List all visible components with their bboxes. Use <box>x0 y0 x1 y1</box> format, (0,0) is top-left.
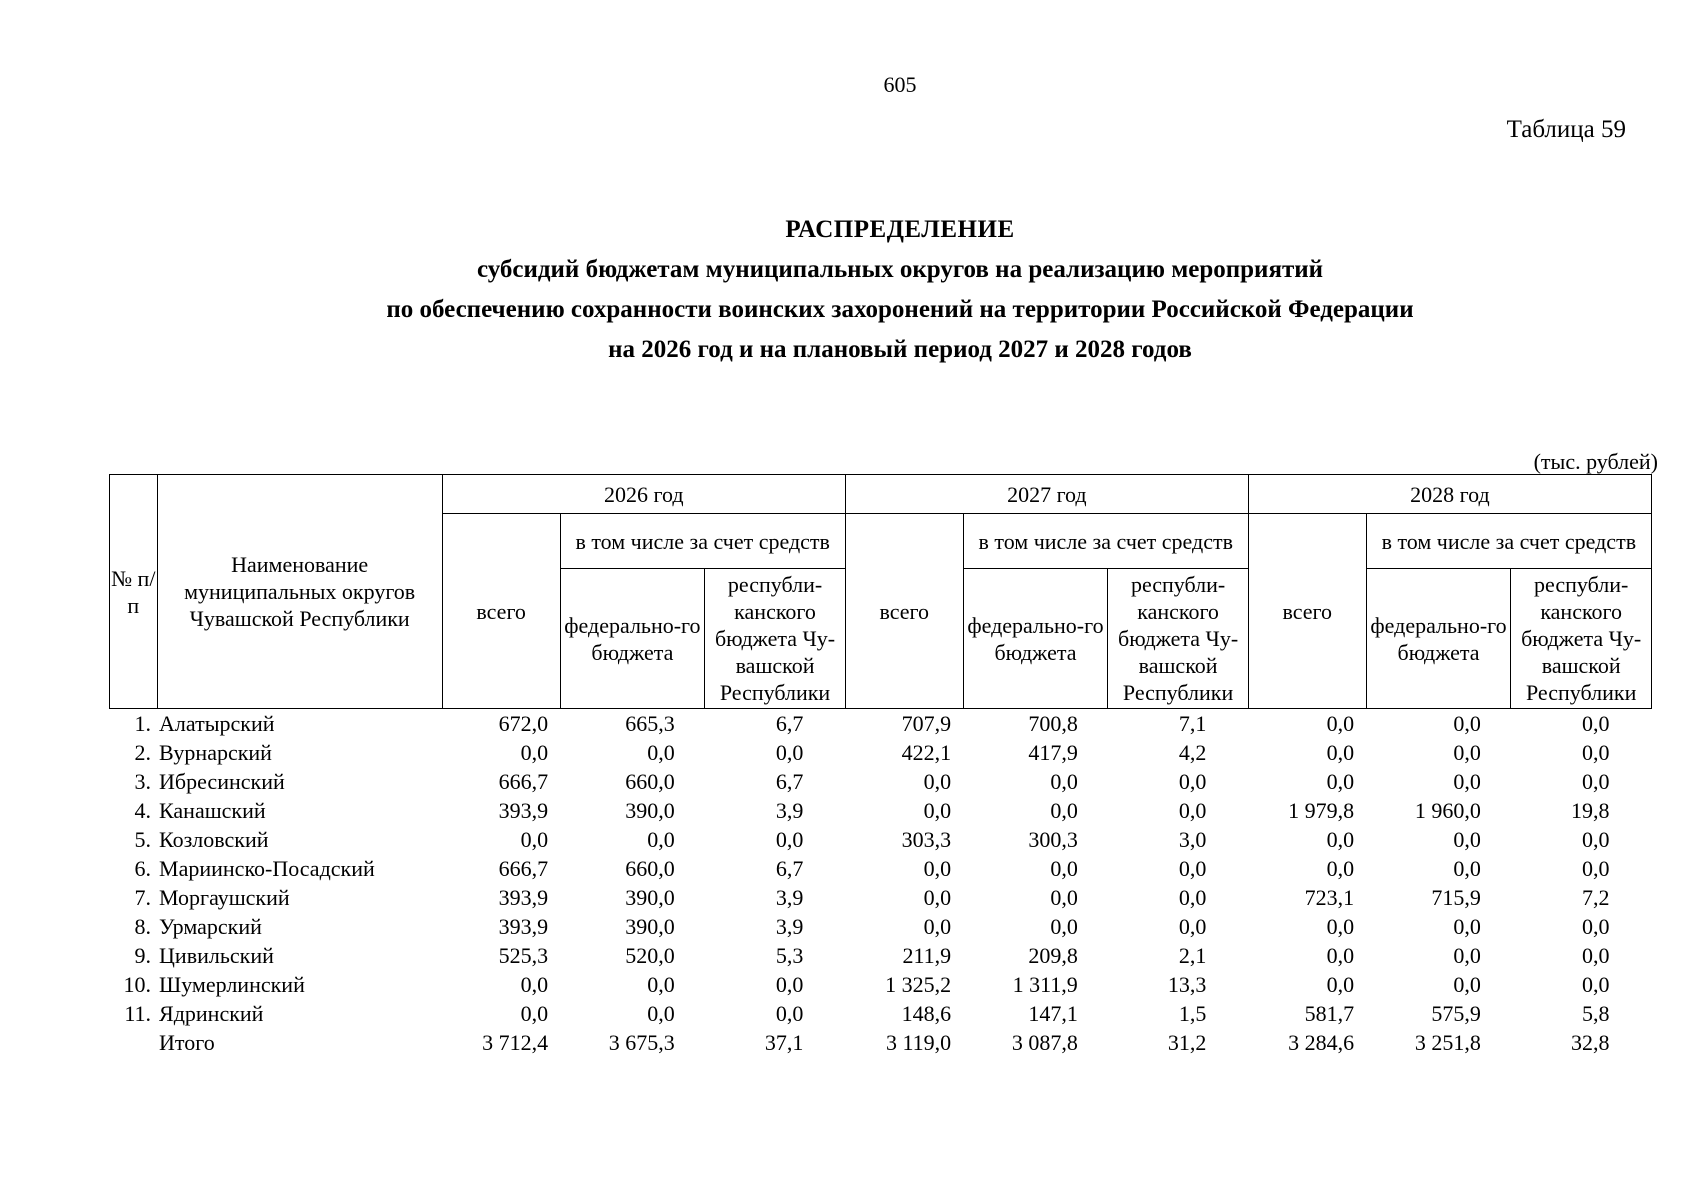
cell-tot: 393,9 <box>498 885 549 910</box>
header-federal: федерально-го бюджета <box>560 569 705 709</box>
header-year-2027: 2027 год <box>845 475 1248 514</box>
cell-tot: 393,9 <box>498 914 549 939</box>
cell-tot: 0,0 <box>1326 740 1355 765</box>
table-row <box>110 709 1652 739</box>
cell-rep: 6,7 <box>775 856 804 881</box>
cell-rep: 3,9 <box>775 885 804 910</box>
cell-tot: 581,7 <box>1304 1001 1355 1026</box>
cell-rep: 19,8 <box>1571 798 1610 823</box>
cell-fed: 0,0 <box>1453 769 1481 794</box>
district-name: Мариинско-Посадский <box>159 856 375 881</box>
row-number: 8. <box>134 914 152 939</box>
cell-rep: 0,0 <box>1582 856 1610 881</box>
cell-fed: 1 960,0 <box>1414 798 1481 823</box>
row-number: 6. <box>134 856 152 881</box>
cell-tot: 0,0 <box>923 798 952 823</box>
title-heading: РАСПРЕДЕЛЕНИЕ <box>785 216 1015 243</box>
district-name: Цивильский <box>159 943 274 968</box>
cell-tot: 707,9 <box>901 711 952 736</box>
cell-rep: 7,1 <box>1178 711 1207 736</box>
cell-fed: 660,0 <box>625 769 675 794</box>
cell-tot: 723,1 <box>1304 885 1355 910</box>
cell-tot: 0,0 <box>923 885 952 910</box>
units-note: (тыс. рублей) <box>1533 449 1658 474</box>
cell-fed: 417,9 <box>1028 740 1078 765</box>
cell-rep: 0,0 <box>1582 972 1610 997</box>
cell-tot: 0,0 <box>1326 769 1355 794</box>
page-number: 605 <box>883 72 917 97</box>
table-row <box>110 970 1652 999</box>
cell-fed: 0,0 <box>1453 827 1481 852</box>
table-header <box>110 475 1652 709</box>
cell-rep: 3,9 <box>775 914 804 939</box>
title-line-2: по обеспечению сохранности воинских захоронений на территории Российской Федерации <box>386 296 1414 323</box>
title-line-3: на 2026 год и на плановый период 2027 и 2028 годов <box>608 336 1192 363</box>
district-name: Урмарский <box>159 914 262 939</box>
cell-rep: 6,7 <box>775 711 804 736</box>
title-line-1: субсидий бюджетам муниципальных округов на реализацию мероприятий <box>476 256 1324 283</box>
cell-rep: 2,1 <box>1178 943 1207 968</box>
district-name: Козловский <box>159 827 269 852</box>
cell-fed: 390,0 <box>625 914 675 939</box>
district-name: Ибресинский <box>159 769 285 794</box>
header-including: в том числе за счет средств <box>1366 514 1651 569</box>
cell-rep: 0,0 <box>775 827 804 852</box>
header-num: № п/п <box>110 475 158 709</box>
cell-tot: 0,0 <box>1326 943 1355 968</box>
cell-tot: 0,0 <box>1326 827 1355 852</box>
district-name: Алатырский <box>159 711 275 736</box>
district-name: Моргаушский <box>159 885 290 910</box>
cell-rep: 31,2 <box>1167 1030 1207 1055</box>
cell-tot: 1 979,8 <box>1288 798 1355 823</box>
cell-fed: 3 675,3 <box>608 1030 675 1055</box>
cell-fed: 0,0 <box>1453 972 1481 997</box>
cell-fed: 0,0 <box>1050 914 1078 939</box>
cell-rep: 0,0 <box>1178 914 1207 939</box>
cell-fed: 0,0 <box>647 1001 675 1026</box>
row-number: 11. <box>124 1001 152 1026</box>
cell-rep: 0,0 <box>1178 769 1207 794</box>
cell-fed: 390,0 <box>625 798 675 823</box>
row-number: 3. <box>134 769 152 794</box>
distribution-table <box>109 474 1652 1057</box>
header-republic: республи-канского бюджета Чу-вашской Республики <box>1108 569 1249 709</box>
cell-fed: 0,0 <box>1050 856 1078 881</box>
table-row <box>110 825 1652 854</box>
cell-tot: 0,0 <box>520 740 549 765</box>
district-name: Канашский <box>159 798 266 823</box>
table-row <box>110 941 1652 970</box>
cell-fed: 0,0 <box>1050 885 1078 910</box>
cell-fed: 665,3 <box>625 711 675 736</box>
cell-fed: 715,9 <box>1431 885 1481 910</box>
cell-rep: 0,0 <box>1582 711 1610 736</box>
cell-tot: 0,0 <box>1326 914 1355 939</box>
cell-fed: 520,0 <box>625 943 675 968</box>
cell-fed: 575,9 <box>1431 1001 1481 1026</box>
cell-rep: 1,5 <box>1178 1001 1207 1026</box>
district-name: Итого <box>159 1030 215 1055</box>
table-row <box>110 796 1652 825</box>
cell-tot: 672,0 <box>498 711 549 736</box>
cell-tot: 3 284,6 <box>1288 1030 1355 1055</box>
cell-rep: 0,0 <box>1582 943 1610 968</box>
header-federal: федерально-го бюджета <box>1366 569 1511 709</box>
table-row <box>110 738 1652 767</box>
cell-rep: 5,8 <box>1582 1001 1610 1026</box>
cell-rep: 13,3 <box>1167 972 1207 997</box>
district-name: Шумерлинский <box>159 972 305 997</box>
cell-fed: 3 251,8 <box>1414 1030 1481 1055</box>
row-number: 7. <box>134 885 152 910</box>
header-federal: федерально-го бюджета <box>963 569 1108 709</box>
header-republic: республи-канского бюджета Чу-вашской Республики <box>1511 569 1652 709</box>
total-row <box>110 1028 1652 1057</box>
cell-rep: 3,0 <box>1178 827 1207 852</box>
cell-fed: 390,0 <box>625 885 675 910</box>
header-including: в том числе за счет средств <box>560 514 845 569</box>
document-title <box>0 210 1698 370</box>
cell-tot: 422,1 <box>901 740 952 765</box>
row-number: 9. <box>134 943 152 968</box>
cell-rep: 37,1 <box>764 1030 804 1055</box>
cell-fed: 0,0 <box>1453 740 1481 765</box>
cell-fed: 0,0 <box>1453 711 1481 736</box>
table-label: Таблица 59 <box>1506 116 1626 143</box>
table-row <box>110 767 1652 796</box>
header-republic: республи-канского бюджета Чу-вашской Республики <box>705 569 846 709</box>
cell-rep: 4,2 <box>1178 740 1207 765</box>
cell-fed: 0,0 <box>1453 943 1481 968</box>
row-number: 1. <box>134 711 152 736</box>
cell-tot: 0,0 <box>923 856 952 881</box>
cell-rep: 0,0 <box>1178 885 1207 910</box>
cell-rep: 0,0 <box>1582 740 1610 765</box>
cell-fed: 300,3 <box>1028 827 1078 852</box>
row-number: 2. <box>134 740 152 765</box>
cell-rep: 0,0 <box>775 972 804 997</box>
cell-fed: 0,0 <box>1050 798 1078 823</box>
cell-fed: 0,0 <box>647 827 675 852</box>
cell-rep: 6,7 <box>775 769 804 794</box>
cell-tot: 0,0 <box>923 914 952 939</box>
cell-rep: 5,3 <box>775 943 804 968</box>
header-year-2028: 2028 год <box>1248 475 1651 514</box>
row-number <box>110 1028 158 1057</box>
cell-fed: 0,0 <box>647 972 675 997</box>
cell-tot: 0,0 <box>1326 856 1355 881</box>
header-total: всего <box>1248 514 1366 709</box>
cell-tot: 0,0 <box>520 827 549 852</box>
header-year-2026: 2026 год <box>442 475 845 514</box>
header-name: Наименование муниципальных округов Чувашской Республики <box>157 475 442 709</box>
cell-tot: 3 712,4 <box>482 1030 549 1055</box>
cell-rep: 0,0 <box>1178 856 1207 881</box>
cell-rep: 0,0 <box>775 740 804 765</box>
cell-fed: 1 311,9 <box>1012 972 1078 997</box>
cell-tot: 525,3 <box>498 943 549 968</box>
row-number: 4. <box>134 798 152 823</box>
cell-tot: 666,7 <box>498 769 549 794</box>
cell-rep: 0,0 <box>1178 798 1207 823</box>
header-total: всего <box>442 514 560 709</box>
cell-tot: 303,3 <box>901 827 952 852</box>
cell-tot: 0,0 <box>520 972 549 997</box>
cell-fed: 0,0 <box>1453 914 1481 939</box>
cell-fed: 3 087,8 <box>1011 1030 1078 1055</box>
cell-rep: 7,2 <box>1582 885 1610 910</box>
cell-rep: 0,0 <box>1582 827 1610 852</box>
table-body <box>110 709 1652 1058</box>
header-total: всего <box>845 514 963 709</box>
cell-tot: 1 325,2 <box>885 972 952 997</box>
district-name: Вурнарский <box>159 740 272 765</box>
cell-tot: 148,6 <box>901 1001 952 1026</box>
cell-fed: 660,0 <box>625 856 675 881</box>
cell-tot: 3 119,0 <box>885 1030 952 1055</box>
cell-fed: 700,8 <box>1028 711 1078 736</box>
cell-rep: 0,0 <box>775 1001 804 1026</box>
cell-fed: 0,0 <box>1050 769 1078 794</box>
cell-rep: 0,0 <box>1582 914 1610 939</box>
row-number: 5. <box>134 827 152 852</box>
cell-tot: 0,0 <box>1326 711 1355 736</box>
table-row <box>110 854 1652 883</box>
cell-rep: 0,0 <box>1582 769 1610 794</box>
table-row <box>110 883 1652 912</box>
cell-tot: 0,0 <box>923 769 952 794</box>
table-row <box>110 999 1652 1028</box>
cell-tot: 0,0 <box>520 1001 549 1026</box>
row-number: 10. <box>123 972 152 997</box>
cell-tot: 0,0 <box>1326 972 1355 997</box>
cell-rep: 32,8 <box>1571 1030 1610 1055</box>
cell-fed: 209,8 <box>1028 943 1078 968</box>
cell-tot: 666,7 <box>498 856 549 881</box>
table-row <box>110 912 1652 941</box>
cell-tot: 211,9 <box>902 943 952 968</box>
cell-fed: 147,1 <box>1028 1001 1078 1026</box>
cell-fed: 0,0 <box>1453 856 1481 881</box>
cell-rep: 3,9 <box>775 798 804 823</box>
cell-tot: 393,9 <box>498 798 549 823</box>
district-name: Ядринский <box>159 1001 264 1026</box>
cell-fed: 0,0 <box>647 740 675 765</box>
header-including: в том числе за счет средств <box>963 514 1248 569</box>
